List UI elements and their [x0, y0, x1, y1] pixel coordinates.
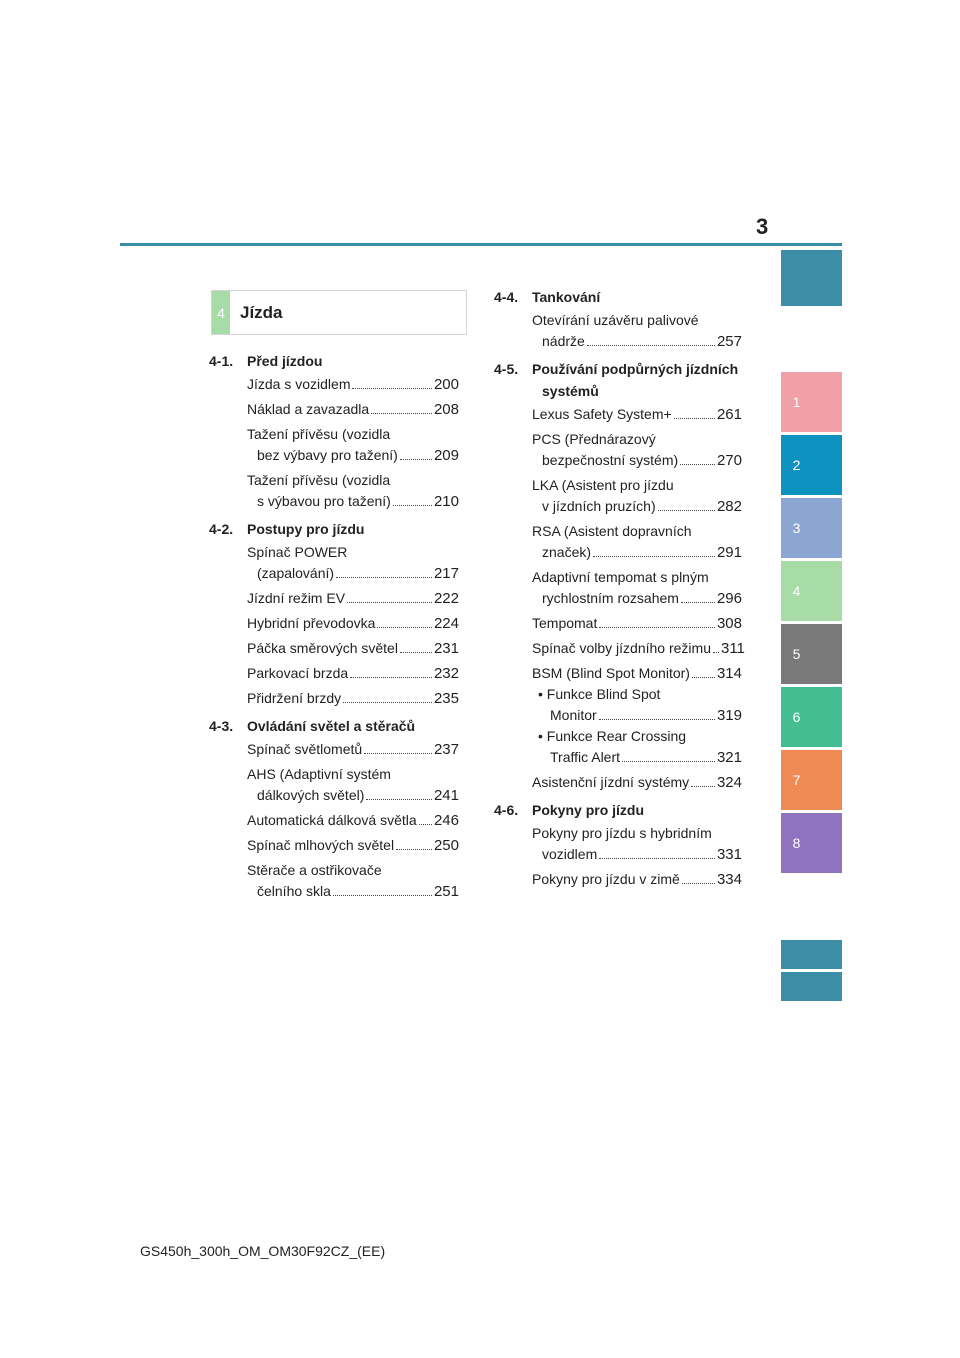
group-heading: 4-5. Používání podpůrných jízdních systémů	[494, 361, 739, 399]
group-heading: 4-3. Ovládání světel a stěračů	[209, 718, 416, 734]
toc-entry[interactable]: BSM (Blind Spot Monitor) 314	[532, 665, 742, 682]
toc-entry[interactable]: Automatická dálková světla 246	[247, 812, 459, 829]
toc-entry[interactable]: Pokyny pro jízdu v zimě 334	[532, 871, 742, 888]
toc-entry[interactable]: Hybridní převodovka 224	[247, 615, 459, 632]
toc-entry[interactable]: Tempomat 308	[532, 615, 742, 632]
toc-entry[interactable]: Parkovací brzda 232	[247, 665, 459, 682]
toc-entry[interactable]: Tažení přívěsu (vozidla bez výbavy pro tažení) 209	[247, 426, 459, 464]
toc-column-left	[209, 350, 459, 908]
toc-entry[interactable]: Spínač volby jízdního režimu 311	[532, 640, 745, 657]
section-number: 4	[212, 291, 230, 334]
chapter-tab-index-1[interactable]	[781, 940, 842, 969]
toc-entry[interactable]: Jízda s vozidlem 200	[247, 376, 459, 393]
group-heading: 4-1. Před jízdou	[209, 353, 323, 369]
toc-entry[interactable]: RSA (Asistent dopravních značek) 291	[532, 523, 742, 561]
chapter-tab-top[interactable]	[781, 250, 842, 306]
toc-entry[interactable]: LKA (Asistent pro jízdu v jízdních pruzích) 282	[532, 477, 742, 515]
page-number: 3	[756, 214, 769, 239]
chapter-tab-4[interactable]: 4	[781, 561, 842, 621]
toc-entry[interactable]: Spínač POWER (zapalování) 217	[247, 544, 459, 582]
toc-subentry[interactable]: • Funkce Rear Crossing Traffic Alert 321	[538, 728, 742, 766]
toc-entry[interactable]: AHS (Adaptivní systém dálkových světel) 241	[247, 766, 459, 804]
toc-group	[494, 358, 745, 793]
toc-entry[interactable]: Přidržení brzdy 235	[247, 690, 459, 707]
chapter-tab-7[interactable]: 7	[781, 750, 842, 810]
group-heading: 4-6. Pokyny pro jízdu	[494, 802, 645, 818]
toc-entry[interactable]: Páčka směrových světel 231	[247, 640, 459, 657]
toc-column-right	[494, 286, 745, 896]
toc-group	[494, 286, 742, 352]
toc-entry[interactable]: Tažení přívěsu (vozidla s výbavou pro tažení) 210	[247, 472, 459, 510]
toc-group	[209, 518, 459, 709]
group-heading: 4-4. Tankování	[494, 289, 601, 305]
toc-entry[interactable]: Spínač mlhových světel 250	[247, 837, 459, 854]
toc-entry[interactable]: Otevírání uzávěru palivové nádrže 257	[532, 312, 742, 350]
chapter-tab-1[interactable]: 1	[781, 372, 842, 432]
chapter-tab-2[interactable]: 2	[781, 435, 842, 495]
toc-subentry[interactable]: • Funkce Blind Spot Monitor 319	[538, 686, 742, 724]
group-heading: 4-2. Postupy pro jízdu	[209, 521, 365, 537]
toc-entry[interactable]: PCS (Přednárazový bezpečnostní systém) 270	[532, 431, 742, 469]
toc-group	[209, 350, 459, 512]
chapter-tab-3[interactable]: 3	[781, 498, 842, 558]
toc-entry[interactable]: Asistenční jízdní systémy 324	[532, 774, 742, 791]
toc-entry[interactable]: Náklad a zavazadla 208	[247, 401, 459, 418]
toc-entry[interactable]: Lexus Safety System+ 261	[532, 406, 742, 423]
toc-entry[interactable]: Pokyny pro jízdu s hybridním vozidlem 331	[532, 825, 742, 863]
toc-entry[interactable]: Jízdní režim EV 222	[247, 590, 459, 607]
document-footer: GS450h_300h_OM_OM30F92CZ_(EE)	[140, 1243, 386, 1259]
section-header	[211, 290, 467, 335]
chapter-tab-8[interactable]: 8	[781, 813, 842, 873]
toc-group	[209, 715, 459, 902]
chapter-tab-6[interactable]: 6	[781, 687, 842, 747]
toc-entry[interactable]: Adaptivní tempomat s plným rychlostním rozsahem 296	[532, 569, 742, 607]
toc-entry[interactable]: Spínač světlometů 237	[247, 741, 459, 758]
chapter-tab-5[interactable]: 5	[781, 624, 842, 684]
toc-entry[interactable]: Stěrače a ostřikovače čelního skla 251	[247, 862, 459, 900]
toc-group	[494, 799, 742, 890]
chapter-tab-index-2[interactable]	[781, 972, 842, 1001]
section-title: Jízda	[240, 302, 283, 322]
header-rule	[120, 243, 842, 246]
